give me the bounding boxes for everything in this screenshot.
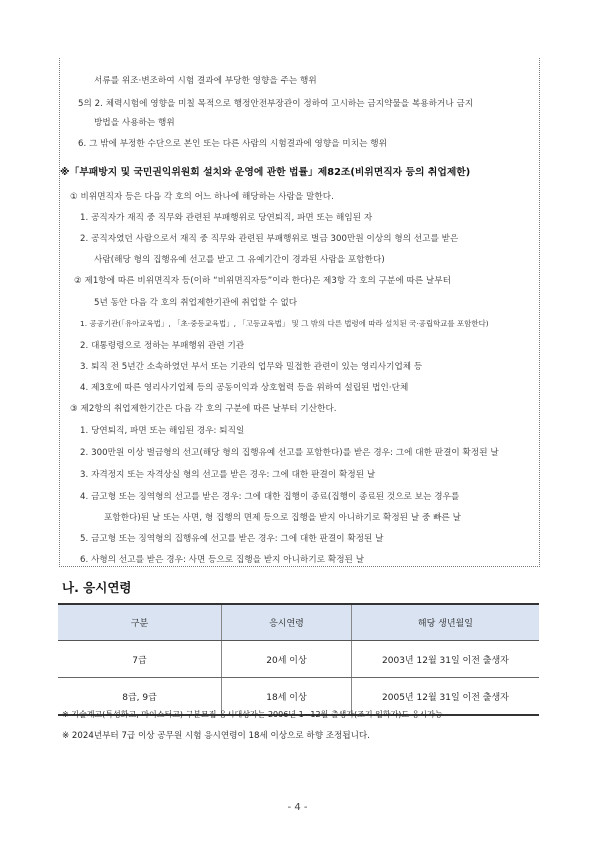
para3-item: 4. 금고형 또는 징역형의 선고를 받은 경우: 그에 대한 집행이 종료(집행이 종료된 것으로 보는 경우를 <box>80 492 460 502</box>
column-header: 해당 생년월일 <box>351 604 539 641</box>
section-title: 나. 응시연령 <box>62 580 132 595</box>
law-heading: ※「부패방지 및 국민권익위원회 설치와 운영에 관한 법률」제82조(비위면직자 등의 취업제한) <box>60 167 471 178</box>
note: ※ 기술계고(특성화고, 마이스터고) 구분모집 응시대상자는 2006년 1~12월 출생자(조기 입학자)도 응시가능 <box>62 710 443 719</box>
item-5-2: 5의 2. 체력시험에 영향을 미칠 목적으로 행정안전부장관이 정하여 고시하는 금지약물을 복용하거나 금지 <box>78 99 474 109</box>
column-header: 구분 <box>58 604 222 641</box>
table-cell: 2003년 12월 31일 이전 출생자 <box>351 641 539 678</box>
page-number: - 4 - <box>287 802 308 813</box>
item-5-2-continued: 방법을 사용하는 행위 <box>94 118 175 128</box>
column-header: 응시연령 <box>222 604 352 641</box>
table-cell: 20세 이상 <box>222 641 352 678</box>
table-cell: 2005년 12월 31일 이전 출생자 <box>351 678 539 716</box>
item-6: 6. 그 밖에 부정한 수단으로 본인 또는 다른 사람의 시험결과에 영향을 미치는 행위 <box>78 139 387 149</box>
para3-item-continued: 포함한다)된 날 또는 사면, 형 집행의 면제 등으로 집행을 받지 아니하기로 확정된 날 중 빠른 날 <box>104 513 461 523</box>
para3-item: 3. 자격정지 또는 자격상실 형의 선고를 받은 경우: 그에 대한 판결이 확정된 날 <box>80 470 376 480</box>
table-row <box>58 641 539 678</box>
para2-item: 2. 대통령령으로 정하는 부패행위 관련 기관 <box>80 341 245 351</box>
para2-item: 1. 공공기관(「유아교육법」, 「초·중등교육법」, 「고등교육법」 및 그 밖의 다른 법령에 따라 설치된 국·공립학교를 포함한다) <box>80 319 489 328</box>
para1-item-continued: 사람(해당 형의 집행유예 선고를 받고 그 유예기간이 경과된 사람을 포함한다) <box>94 255 385 265</box>
para1-intro: ① 비위면직자 등은 다음 각 호의 어느 하나에 해당하는 사람을 말한다. <box>70 192 334 202</box>
para1-item: 1. 공직자가 재직 중 직무와 관련된 부패행위로 당연퇴직, 파면 또는 해임된 자 <box>80 213 373 223</box>
para1-item: 2. 공직자였던 사람으로서 재직 중 직무와 관련된 부패행위로 벌금 300만원 이상의 형의 선고를 받은 <box>80 234 459 244</box>
para3-item: 5. 금고형 또는 징역형의 집행유예 선고를 받은 경우: 그에 대한 판결이 확정된 날 <box>80 534 384 544</box>
para2-intro-continued: 5년 동안 다음 각 호의 취업제한기관에 취업할 수 없다 <box>94 298 298 308</box>
para2-item: 3. 퇴직 전 5년간 소속하였던 부서 또는 기관의 업무와 밀접한 관련이 있는 영리사기업체 등 <box>80 362 423 372</box>
continuation-line: 서류를 위조·변조하여 시험 결과에 부당한 영향을 주는 행위 <box>94 76 317 86</box>
para3-intro: ③ 제2항의 취업제한기간은 다음 각 호의 구분에 따른 날부터 기산한다. <box>70 404 337 414</box>
table-cell: 7급 <box>58 641 222 678</box>
table-header-row <box>58 604 539 641</box>
table-cell: 18세 이상 <box>222 678 352 716</box>
table-cell: 8급, 9급 <box>58 678 222 716</box>
para2-intro: ② 제1항에 따른 비위면직자 등(이하 “비위면직자등”이라 한다)은 제3항 각 호의 구분에 따른 날부터 <box>74 276 451 286</box>
para3-item: 6. 사형의 선고를 받은 경우: 사면 등으로 집행을 받지 아니하기로 확정된 날 <box>80 555 365 565</box>
para3-item: 1. 당연퇴직, 파면 또는 해임된 경우: 퇴직일 <box>80 426 245 436</box>
para3-item: 2. 300만원 이상 벌금형의 선고(해당 형의 집행유예 선고를 포함한다)를 받은 경우: 그에 대한 판결이 확정된 날 <box>80 448 499 458</box>
age-requirement-table <box>58 603 539 716</box>
para2-item: 4. 제3호에 따른 영리사기업체 등의 공동이익과 상호협력 등을 위하여 설립된 법인·단체 <box>80 383 409 393</box>
note: ※ 2024년부터 7급 이상 공무원 시험 응시연령이 18세 이상으로 하향 조정됩니다. <box>62 731 370 741</box>
